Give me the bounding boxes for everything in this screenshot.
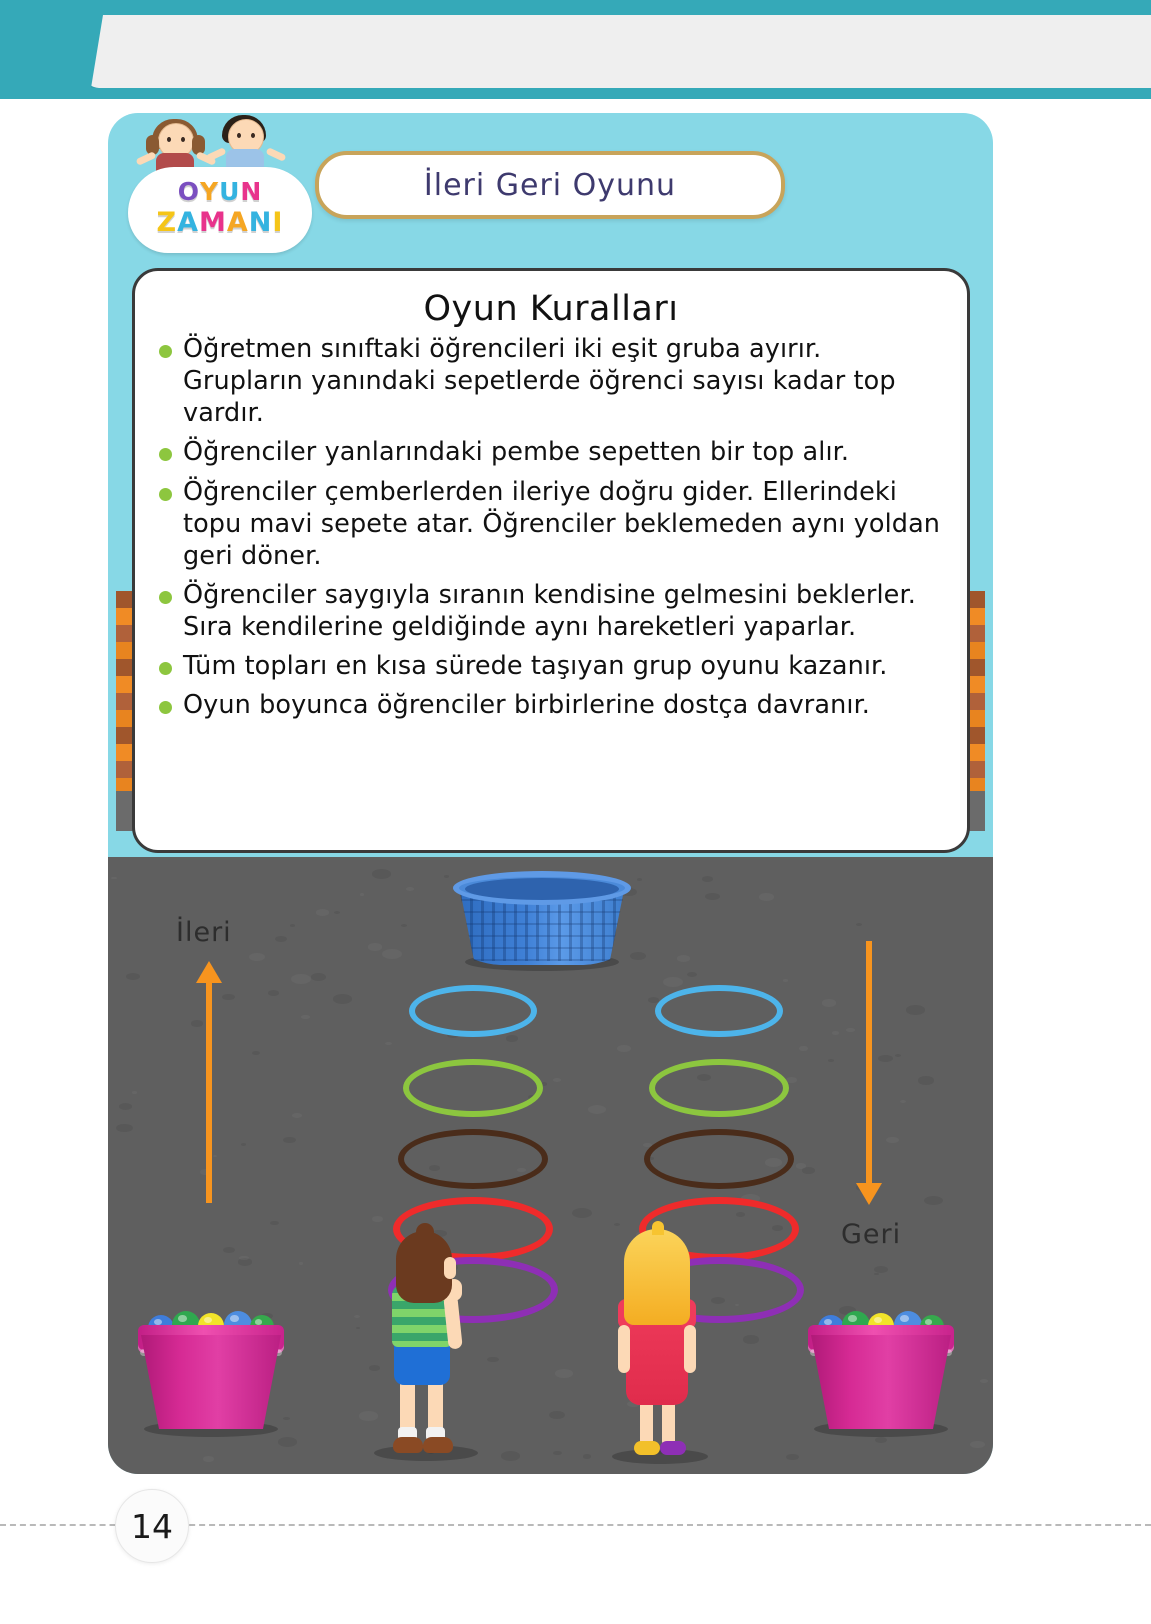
- girl-shoe-right: [660, 1441, 686, 1455]
- bullet-icon: [159, 345, 172, 358]
- ground-speck: [832, 1031, 839, 1034]
- ground-speck: [549, 1411, 565, 1419]
- boy-shoe-left: [393, 1437, 423, 1453]
- ground-speck: [555, 1369, 572, 1378]
- bullet-icon: [159, 662, 172, 675]
- ground-speck: [275, 936, 286, 942]
- ground-speck: [249, 953, 265, 961]
- ground-speck: [385, 1042, 392, 1045]
- backward-arrow-shaft: [866, 941, 872, 1185]
- ground-speck: [116, 1124, 132, 1132]
- hoop-ring: [403, 1059, 543, 1117]
- ground-speck: [372, 869, 391, 879]
- ground-speck: [223, 1247, 235, 1253]
- forward-arrow-head-icon: [196, 961, 222, 983]
- ground-speck: [506, 1035, 518, 1041]
- ground-speck: [924, 1196, 943, 1205]
- ground-speck: [487, 1357, 499, 1363]
- ground-speck: [918, 1076, 934, 1084]
- ground-speck: [822, 999, 837, 1006]
- ground-speck: [743, 1335, 760, 1343]
- rules-list-item: [157, 436, 945, 468]
- ground-speck: [301, 1015, 310, 1020]
- ground-speck: [856, 923, 862, 926]
- girl-hair-tuft: [652, 1221, 664, 1235]
- game-rules-panel: [132, 268, 970, 853]
- activity-title-text: İleri Geri Oyunu: [423, 167, 677, 203]
- logo-word-oyun: OYUN: [177, 177, 263, 206]
- boy-ear: [444, 1257, 456, 1279]
- ground-speck: [970, 1441, 985, 1448]
- hoop-ring: [409, 985, 537, 1037]
- ground-speck: [796, 1163, 806, 1168]
- girl-hair: [624, 1229, 690, 1325]
- rules-list-item: [157, 689, 945, 721]
- ground-speck: [878, 1055, 893, 1063]
- ground-speck: [637, 878, 642, 881]
- rules-list-item: [157, 476, 945, 572]
- ground-speck: [292, 1113, 301, 1118]
- ground-speck: [291, 974, 311, 984]
- rules-list-item: [157, 333, 945, 429]
- ground-speck: [132, 1091, 137, 1093]
- ground-speck: [354, 1315, 360, 1318]
- ground-speck: [895, 1054, 902, 1057]
- ground-speck: [213, 1155, 217, 1157]
- ground-speck: [368, 943, 383, 950]
- ground-speck: [283, 1137, 296, 1143]
- ground-speck: [702, 876, 713, 881]
- rules-list: [157, 333, 945, 721]
- rules-list-item-text: Öğrenciler saygıyla sıranın kendisine gelmesini beklerler. Sıra kendilerine geldiğinde aynı hareketleri yaparlar.: [183, 579, 916, 642]
- ground-speck: [553, 1078, 561, 1082]
- ground-speck: [501, 1451, 520, 1460]
- ground-speck: [270, 1221, 279, 1225]
- ground-speck: [222, 994, 235, 1001]
- ground-speck: [630, 952, 645, 960]
- ground-speck: [268, 990, 279, 996]
- pink-basket-right-body: [811, 1335, 951, 1429]
- logo-word-zamani: ZAMANI: [156, 207, 284, 238]
- ground-speck: [705, 893, 720, 900]
- ground-speck: [191, 1020, 203, 1026]
- ground-speck: [360, 893, 364, 895]
- playground-illustration: [108, 857, 993, 1474]
- ground-speck: [372, 1216, 383, 1222]
- ground-speck: [203, 1456, 214, 1461]
- activity-title-pill: [315, 151, 785, 219]
- bullet-icon: [159, 591, 172, 604]
- ground-speck: [980, 1379, 988, 1383]
- hoop-ring: [649, 1059, 789, 1117]
- ground-speck: [900, 1100, 906, 1103]
- pink-basket-left: [138, 1309, 284, 1437]
- rules-list-item: [157, 650, 945, 682]
- girl-arm-left: [618, 1325, 630, 1373]
- bullet-icon: [159, 488, 172, 501]
- child-girl: [600, 1225, 720, 1463]
- bullet-icon: [159, 448, 172, 461]
- ground-speck: [875, 1437, 887, 1443]
- ground-speck: [583, 1454, 592, 1458]
- pink-basket-left-body: [141, 1335, 281, 1429]
- ground-speck: [783, 979, 788, 982]
- ground-speck: [333, 994, 353, 1004]
- ground-speck: [311, 973, 326, 980]
- ground-speck: [617, 1045, 631, 1052]
- ground-speck: [444, 875, 449, 877]
- ground-speck: [677, 955, 690, 962]
- activity-card: [108, 113, 993, 1474]
- ground-speck: [553, 1451, 562, 1456]
- ground-speck: [241, 1143, 246, 1146]
- rules-heading: Oyun Kuralları: [423, 289, 679, 329]
- pink-basket-right: [808, 1309, 954, 1437]
- ground-speck: [759, 893, 775, 901]
- oyun-zamani-logo: [126, 115, 314, 255]
- hoop-ring: [655, 985, 783, 1037]
- hoop-ring: [644, 1129, 794, 1189]
- ground-speck: [316, 909, 329, 916]
- ground-speck: [799, 1046, 808, 1050]
- ground-speck: [687, 972, 697, 977]
- girl-arm-right: [684, 1325, 696, 1373]
- ground-speck: [786, 1454, 798, 1460]
- hoop-ring: [398, 1129, 548, 1189]
- rules-list-item-text: Öğretmen sınıftaki öğrencileri iki eşit gruba ayırır. Grupların yanındaki sepetlerde öğrenci sayısı kadar top vardır.: [183, 334, 896, 429]
- ground-speck: [663, 977, 683, 987]
- header-slab: [85, 15, 1151, 88]
- ground-speck: [356, 1327, 360, 1329]
- ground-speck: [572, 1208, 592, 1218]
- ground-speck: [278, 1437, 297, 1447]
- boy-shoe-right: [423, 1437, 453, 1453]
- ground-speck: [846, 1028, 855, 1032]
- ground-speck: [382, 949, 402, 959]
- blue-basket: [453, 867, 631, 972]
- ground-speck: [588, 1105, 606, 1114]
- bullet-icon: [159, 701, 172, 714]
- ground-speck: [334, 911, 340, 914]
- forward-label: İleri: [176, 917, 232, 948]
- rules-list-item-text: Öğrenciler yanlarındaki pembe sepetten bir top alır.: [183, 437, 850, 468]
- rules-list-item-text: Tüm topları en kısa sürede taşıyan grup oyunu kazanır.: [183, 651, 888, 682]
- ground-speck: [406, 887, 414, 891]
- ground-speck: [886, 1137, 899, 1144]
- ground-speck: [252, 1051, 261, 1055]
- rules-list-item-text: Oyun boyunca öğrenciler birbirlerine dostça davranır.: [183, 690, 871, 721]
- blue-basket-interior: [465, 878, 619, 900]
- backward-label: Geri: [841, 1219, 902, 1250]
- page-number: 14: [115, 1489, 189, 1563]
- header-band: [0, 0, 1151, 99]
- boy-shorts: [394, 1341, 450, 1385]
- ground-speck: [290, 924, 296, 927]
- girl-shoe-left: [634, 1441, 660, 1455]
- ground-speck: [119, 1103, 132, 1110]
- ground-speck: [299, 1262, 304, 1264]
- forward-arrow-shaft: [206, 981, 212, 1203]
- ground-speck: [126, 973, 140, 980]
- child-boy: [366, 1223, 486, 1461]
- ground-speck: [828, 1059, 834, 1062]
- ground-speck: [111, 877, 117, 880]
- rules-list-item: [157, 579, 945, 643]
- ground-speck: [401, 924, 407, 927]
- ground-speck: [874, 1273, 879, 1275]
- ground-speck: [906, 1005, 925, 1014]
- boy-hair-tuft: [416, 1223, 434, 1237]
- backward-arrow-head-icon: [856, 1183, 882, 1205]
- rules-list-item-text: Öğrenciler çemberlerden ileriye doğru gider. Ellerindeki topu mavi sepete atar. Öğrenciler beklemeden aynı yoldan geri döner.: [183, 476, 941, 571]
